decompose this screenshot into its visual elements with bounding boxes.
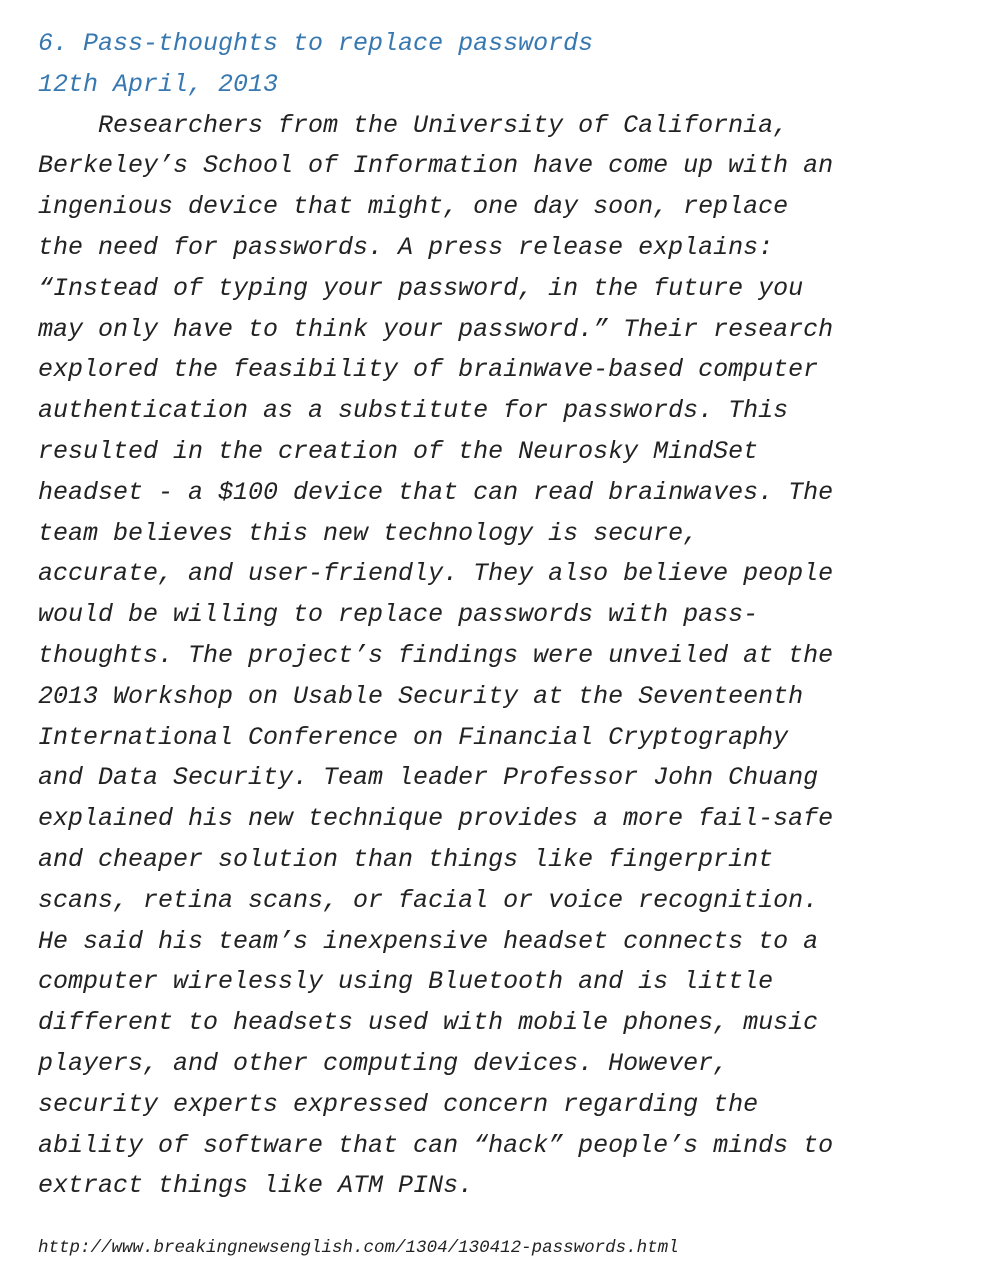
body-line: explained his new technique provides a more fail-safe: [38, 804, 834, 834]
body-line: computer wirelessly using Bluetooth and is little: [38, 967, 774, 997]
body-line: accurate, and user-friendly. They also believe people: [38, 559, 834, 589]
body-line: security experts expressed concern regarding the: [38, 1089, 759, 1119]
body-line: authentication as a substitute for passwords. This: [38, 396, 789, 426]
body-line: Researchers from the University of California,: [38, 110, 789, 140]
body-line: would be willing to replace passwords with pass-: [38, 600, 759, 630]
body-line: may only have to think your password.” Their research: [38, 314, 834, 344]
body-line: explored the feasibility of brainwave-based computer: [38, 355, 819, 385]
body-line: He said his team’s inexpensive headset connects to a: [38, 926, 819, 956]
body-line: players, and other computing devices. However,: [38, 1048, 729, 1078]
body-line: thoughts. The project’s findings were unveiled at the: [38, 640, 834, 670]
body-line: the need for passwords. A press release explains:: [38, 232, 774, 262]
body-line: and Data Security. Team leader Professor John Chuang: [38, 763, 819, 793]
body-line: 2013 Workshop on Usable Security at the Seventeenth: [38, 681, 804, 711]
body-line: International Conference on Financial Cryptography: [38, 722, 789, 752]
body-line: scans, retina scans, or facial or voice recognition.: [38, 885, 819, 915]
body-line: Berkeley’s School of Information have come up with an: [38, 151, 834, 181]
body-line: “Instead of typing your password, in the future you: [38, 273, 804, 303]
body-line: team believes this new technology is secure,: [38, 518, 699, 548]
body-line: extract things like ATM PINs.: [38, 1171, 474, 1201]
article-date: 12th April, 2013: [38, 69, 279, 99]
body-line: resulted in the creation of the Neurosky MindSet: [38, 436, 759, 466]
article: [38, 24, 978, 1207]
source-url[interactable]: http://www.breakingnewsenglish.com/1304/130412-passwords.html: [38, 1238, 679, 1258]
body-line: different to headsets used with mobile phones, music: [38, 1008, 819, 1038]
article-body: [38, 106, 978, 1208]
body-line: ability of software that can “hack” people’s minds to: [38, 1130, 834, 1160]
article-title: 6. Pass-thoughts to replace passwords: [38, 29, 594, 58]
body-line: and cheaper solution than things like fingerprint: [38, 844, 774, 874]
body-line: ingenious device that might, one day soon, replace: [38, 192, 789, 222]
body-line: headset - a $100 device that can read brainwaves. The: [38, 477, 834, 507]
